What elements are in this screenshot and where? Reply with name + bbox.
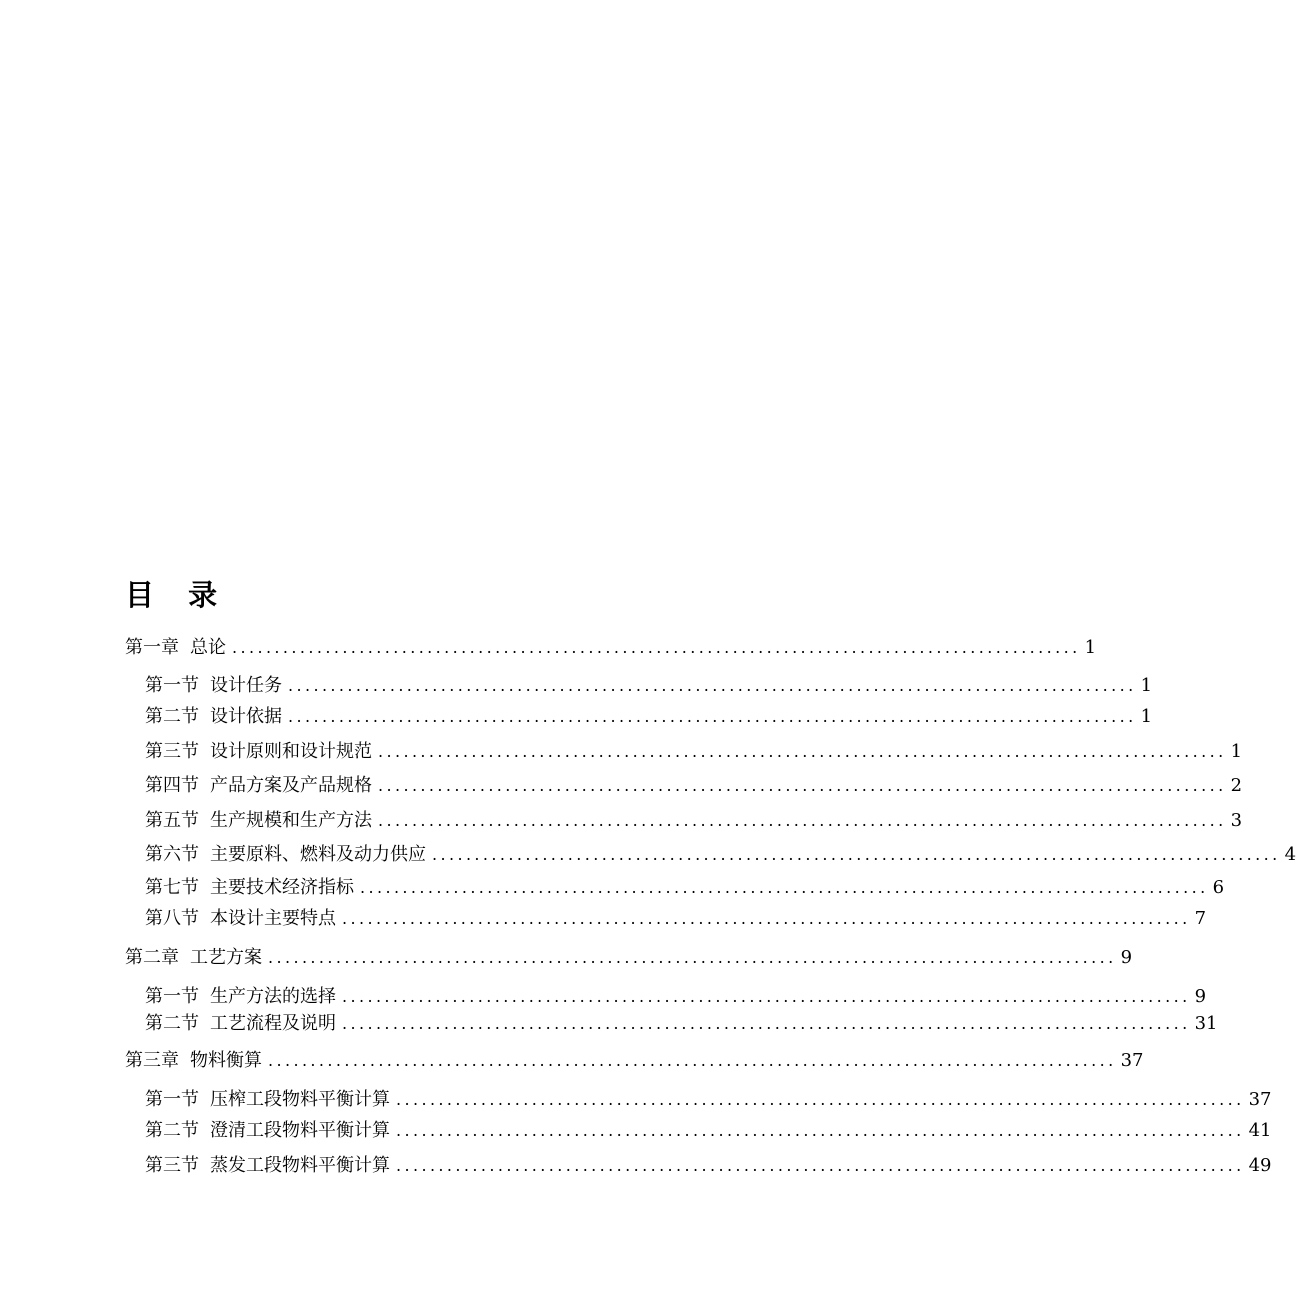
entry-number: 第一节 [145,986,199,1007]
entry-page-number: 1 [1084,637,1097,658]
entry-title: 工艺流程及说明 [210,1013,336,1034]
entry-title: 生产规模和生产方法 [210,810,372,831]
entry-page-number: 3 [1230,810,1243,831]
dot-leader: .................................................................................................... [396,1121,1245,1140]
dot-leader: .................................................................................................... [360,878,1209,897]
entry-page-number: 31 [1194,1013,1218,1034]
dot-leader: .................................................................................................... [396,1090,1245,1109]
toc-section-1-1[interactable] [145,673,1153,699]
toc-section-1-2[interactable] [145,704,1153,730]
entry-page-number: 49 [1248,1155,1272,1176]
entry-number: 第一章 [125,637,179,658]
entry-page-number: 9 [1194,986,1207,1007]
entry-number: 第四节 [145,775,199,796]
entry-number: 第二章 [125,947,179,968]
entry-page-number: 7 [1194,908,1207,929]
entry-title: 物料衡算 [190,1050,262,1071]
entry-title: 设计任务 [210,675,282,696]
entry-number: 第二节 [145,706,199,727]
toc-section-1-4[interactable] [145,773,1243,799]
entry-number: 第七节 [145,877,199,898]
entry-title: 总论 [190,637,226,658]
entry-page-number: 1 [1230,741,1243,762]
toc-section-1-5[interactable] [145,808,1243,834]
toc-section-2-2[interactable] [145,1011,1218,1037]
entry-page-number: 37 [1120,1050,1144,1071]
dot-leader: .................................................................................................... [288,707,1137,726]
entry-page-number: 1 [1140,706,1153,727]
toc-section-2-1[interactable] [145,984,1207,1010]
dot-leader: .................................................................................................... [378,742,1227,761]
entry-page-number: 37 [1248,1089,1272,1110]
toc-chapter-3[interactable] [125,1048,1144,1074]
toc-section-1-7[interactable] [145,875,1225,901]
entry-number: 第一节 [145,1089,199,1110]
dot-leader: .................................................................................................... [378,811,1227,830]
entry-number: 第三节 [145,741,199,762]
dot-leader: .................................................................................................... [268,948,1117,967]
toc-section-3-3[interactable] [145,1153,1272,1179]
entry-number: 第二节 [145,1120,199,1141]
entry-page-number: 2 [1230,775,1243,796]
dot-leader: .................................................................................................... [396,1156,1245,1175]
dot-leader: .................................................................................................... [232,638,1081,657]
dot-leader: .................................................................................................... [342,1014,1191,1033]
entry-page-number: 6 [1212,877,1225,898]
entry-number: 第一节 [145,675,199,696]
entry-number: 第六节 [145,844,199,865]
entry-page-number: 9 [1120,947,1133,968]
entry-title: 设计原则和设计规范 [210,741,372,762]
toc-chapter-1[interactable] [125,635,1097,661]
toc-section-1-6[interactable] [145,842,1296,868]
entry-title: 主要技术经济指标 [210,877,354,898]
entry-page-number: 41 [1248,1120,1272,1141]
toc-title: 目 录 [125,578,230,612]
toc-section-1-8[interactable] [145,906,1207,932]
entry-title: 蒸发工段物料平衡计算 [210,1155,390,1176]
toc-section-1-3[interactable] [145,739,1243,765]
entry-title: 产品方案及产品规格 [210,775,372,796]
dot-leader: .................................................................................................... [432,845,1281,864]
dot-leader: .................................................................................................... [268,1051,1117,1070]
entry-title: 生产方法的选择 [210,986,336,1007]
entry-title: 主要原料、燃料及动力供应 [210,844,426,865]
entry-page-number: 4 [1284,844,1296,865]
dot-leader: .................................................................................................... [288,676,1137,695]
entry-title: 工艺方案 [190,947,262,968]
entry-number: 第三章 [125,1050,179,1071]
entry-number: 第二节 [145,1013,199,1034]
entry-page-number: 1 [1140,675,1153,696]
dot-leader: .................................................................................................... [378,776,1227,795]
entry-title: 本设计主要特点 [210,908,336,929]
entry-number: 第八节 [145,908,199,929]
dot-leader: .................................................................................................... [342,987,1191,1006]
dot-leader: .................................................................................................... [342,909,1191,928]
toc-section-3-1[interactable] [145,1087,1272,1113]
entry-title: 压榨工段物料平衡计算 [210,1089,390,1110]
toc-section-3-2[interactable] [145,1118,1272,1144]
entry-title: 澄清工段物料平衡计算 [210,1120,390,1141]
toc-chapter-2[interactable] [125,945,1133,971]
entry-number: 第五节 [145,810,199,831]
entry-title: 设计依据 [210,706,282,727]
entry-number: 第三节 [145,1155,199,1176]
